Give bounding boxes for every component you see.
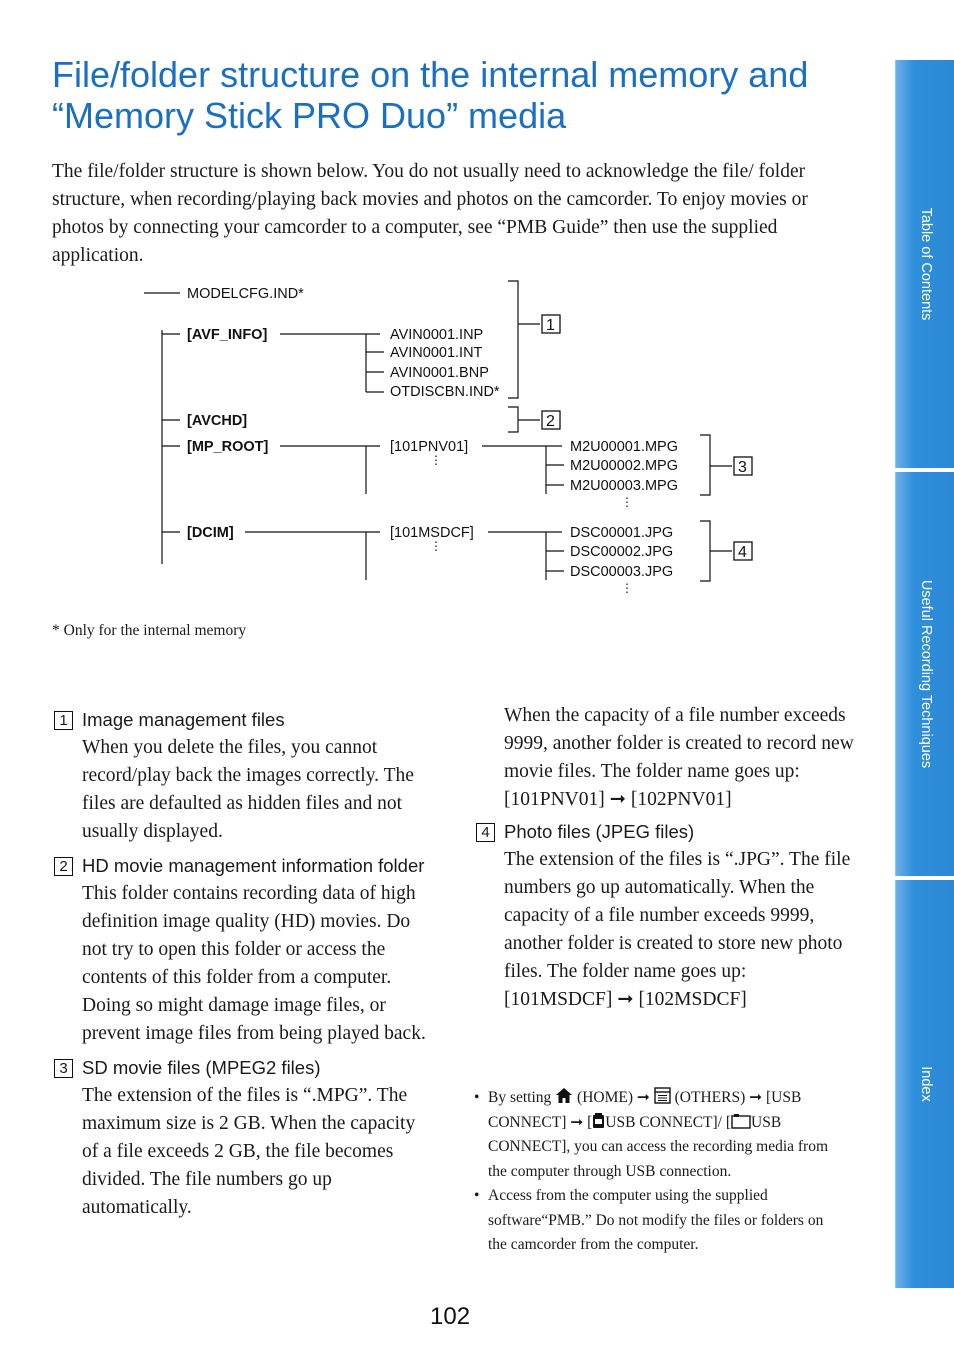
file-avin-int: AVIN0001.INT	[390, 345, 483, 361]
marker-2	[542, 411, 560, 430]
intro-paragraph: The file/folder structure is shown below. You do not usually need to acknowledge the file/ folder structure, when recording/playing back movies and photos on the camcorder. To enjoy movies or photos by connecting your camcorder to a computer, see “PMB Guide” then use the supplied application.	[52, 161, 808, 266]
item-body: This folder contains recording data of high definition image quality (HD) movies. Do not try to open this folder or access the contents of this folder from a computer. Doing so might damage image files, or prevent image files from being played back.	[82, 883, 426, 1044]
home-icon	[555, 1087, 573, 1104]
folder-avchd: [AVCHD]	[187, 413, 248, 429]
tab-index[interactable]	[895, 880, 954, 1288]
item-heading: Photo files (JPEG files)	[504, 821, 695, 842]
svg-text:⋮: ⋮	[430, 453, 442, 467]
item-number-badge: 2	[54, 857, 73, 876]
item-heading: HD movie management information folder	[82, 855, 425, 876]
tab-label: Useful Recording Techniques	[917, 579, 934, 769]
svg-text:4: 4	[738, 544, 747, 561]
folder-mp-root: [MP_ROOT]	[187, 439, 269, 455]
item-heading: SD movie files (MPEG2 files)	[82, 1057, 321, 1078]
photo-media-icon	[731, 1114, 751, 1129]
item-3-continued: When the capacity of a file number exceeds 9999, another folder is created to record new movie files. The folder name goes up: [101PNV01] ➞ [102PNV01]	[504, 705, 854, 810]
marker-4	[734, 542, 752, 561]
folder-101msdcf: [101MSDCF]	[390, 525, 474, 541]
note-1: • By setting (HOME) ➞ (OTHERS) ➞ [USB CONNECT] ➞ [ USB CONNECT]/ [ USB CONNECT], you can access the recording media from the computer through USB connection.	[474, 1089, 829, 1180]
movie-media-icon	[592, 1113, 605, 1129]
left-column	[52, 706, 432, 1222]
file-dsc00002: DSC00002.JPG	[570, 544, 674, 560]
others-icon	[654, 1087, 671, 1104]
tab-label: Index	[917, 1066, 934, 1102]
item-heading: Image management files	[82, 709, 285, 730]
tab-useful-recording-techniques[interactable]	[895, 472, 954, 876]
page-title: File/folder structure on the internal memory and “Memory Stick PRO Duo” media	[52, 54, 809, 136]
file-m2u00002: M2U00002.MPG	[570, 458, 678, 474]
svg-text:⋮: ⋮	[621, 495, 633, 509]
item-3	[52, 1054, 432, 1222]
footnote: * Only for the internal memory	[52, 622, 247, 639]
right-column	[474, 702, 854, 1014]
folder-dcim: [DCIM]	[187, 525, 234, 541]
file-otdiscbn: OTDISCBN.IND*	[390, 384, 500, 400]
item-number-badge: 4	[476, 823, 495, 842]
svg-text:2: 2	[546, 413, 555, 430]
side-navigation	[895, 60, 954, 1290]
tab-label: Table of Contents	[917, 207, 934, 321]
folder-avf-info: [AVF_INFO]	[187, 327, 268, 343]
file-modelcfg: MODELCFG.IND*	[187, 286, 304, 302]
item-body: When you delete the files, you cannot record/play back the images correctly. The files are defaulted as hidden files and not usually displayed.	[82, 737, 414, 842]
note-2: • Access from the computer using the supplied software“PMB.” Do not modify the files or folders on the camcorder from the computer.	[474, 1187, 824, 1253]
file-dsc00001: DSC00001.JPG	[570, 525, 674, 541]
page-number: 102	[430, 1303, 471, 1330]
file-m2u00001: M2U00001.MPG	[570, 439, 678, 455]
tab-table-of-contents[interactable]	[895, 60, 954, 468]
item-body: The extension of the files is “.JPG”. The file numbers go up automatically. When the capacity of a file number exceeds 9999, another folder is created to store new photo files. The folder name goes up: [101MSDCF] ➞ [102MSDCF]	[504, 849, 851, 1010]
item-number-badge: 3	[54, 1059, 73, 1078]
folder-structure-diagram	[140, 278, 780, 608]
svg-text:3: 3	[738, 459, 747, 476]
file-avin-bnp: AVIN0001.BNP	[390, 365, 489, 381]
item-body: The extension of the files is “.MPG”. The maximum size is 2 GB. When the capacity of a file exceeds 2 GB, the file becomes divided. The file numbers go up automatically.	[82, 1085, 416, 1218]
svg-text:⋮: ⋮	[621, 581, 633, 595]
marker-1	[542, 315, 560, 334]
file-avin-inp: AVIN0001.INP	[390, 327, 484, 343]
file-m2u00003: M2U00003.MPG	[570, 478, 678, 494]
item-number-badge: 1	[54, 711, 73, 730]
item-1	[52, 706, 432, 846]
notes-list	[474, 1086, 834, 1258]
svg-text:1: 1	[546, 317, 555, 334]
folder-101pnv01: [101PNV01]	[390, 439, 469, 455]
item-2	[52, 852, 432, 1048]
svg-text:⋮: ⋮	[430, 539, 442, 553]
file-dsc00003: DSC00003.JPG	[570, 564, 674, 580]
item-4	[474, 818, 854, 1014]
marker-3	[734, 457, 752, 476]
